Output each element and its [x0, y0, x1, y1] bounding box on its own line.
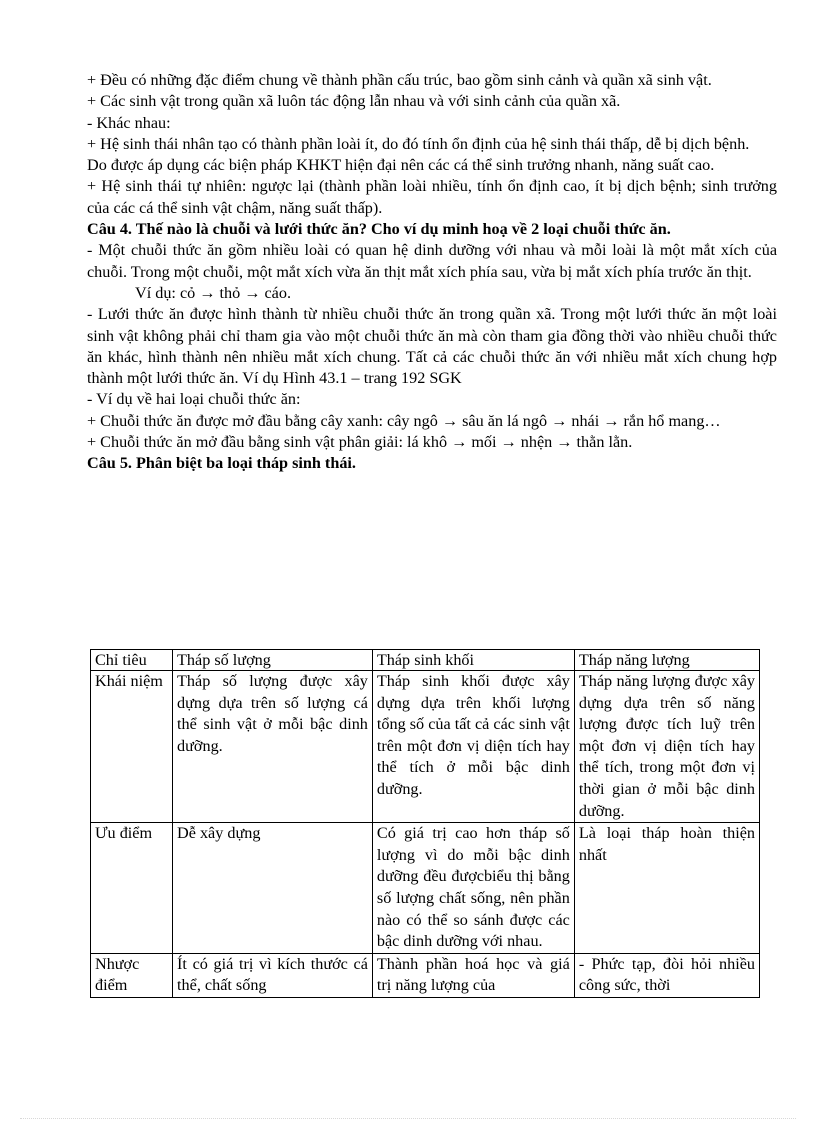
table-row: [91, 953, 760, 997]
paragraph-two-chain-types: - Ví dụ về hai loại chuỗi thức ăn:: [87, 390, 301, 409]
header-criterion: Chỉ tiêu: [91, 650, 173, 671]
table-header-row: [91, 650, 760, 671]
header-energy-pyramid: Tháp năng lượng: [574, 650, 759, 671]
biomass-pyramid-cell: Có giá trị cao hơn tháp số lượng vì do mỗi bậc dinh dưỡng đều đượcbiểu thị bằng số lượng chất sống, nên phần nào có thể so sánh được các bậc dinh dưỡng với nhau.: [372, 823, 574, 954]
paragraph-food-chain-definition: - Một chuỗi thức ăn gồm nhiều loài có quan hệ dinh dưỡng với nhau và mỗi loài là một mắt xích của chuỗi. Trong một chuỗi, một mắt xích vừa ăn thịt mắt xích phía sau, vừa bị mắt xích phía trước ăn thịt.: [87, 241, 777, 281]
header-number-pyramid: Tháp số lượng: [173, 650, 373, 671]
criterion-cell: Nhược điểm: [91, 953, 173, 997]
biomass-pyramid-cell: Tháp sinh khối được xây dựng dựa trên khối lượng tổng số của tất cả các sinh vật trên một đơn vị diện tích hay thể tích ở mỗi bậc dinh dưỡng.: [372, 671, 574, 823]
paragraph-food-chain-example: Ví dụ: cỏ → thỏ → cáo.: [135, 283, 292, 302]
criterion-cell: Ưu điểm: [91, 823, 173, 954]
page-bottom-divider: [20, 1118, 796, 1119]
paragraph-similarity-interaction: + Các sinh vật trong quần xã luôn tác động lẫn nhau và với sinh cảnh của quần xã.: [87, 92, 621, 111]
paragraph-khkt: Do được áp dụng các biện pháp KHKT hiện đại nên các cá thể sinh trưởng nhanh, năng suất cao.: [87, 156, 715, 175]
energy-pyramid-cell: - Phức tạp, đòi hỏi nhiều công sức, thời: [574, 953, 759, 997]
paragraph-food-web-definition: - Lưới thức ăn được hình thành từ nhiều chuỗi thức ăn trong quần xã. Trong một lưới thức ăn một loài sinh vật không phải chỉ tham gia vào một chuỗi thức ăn mà còn tham gia đồng thời vào nhiều chuỗi thức ăn khác, hình thành nên nhiều mắt xích chung. Tất cả các chuỗi thức ăn với nhiều mắt xích chung hợp thành một lưới thức ăn. Ví dụ Hình 43.1 – trang 192 SGK: [87, 305, 777, 388]
document-body: [87, 70, 777, 475]
paragraph-similarity-structure: + Đều có những đặc điểm chung về thành phần cấu trúc, bao gồm sinh cảnh và quần xã sinh vật.: [87, 71, 712, 89]
header-biomass-pyramid: Tháp sinh khối: [372, 650, 574, 671]
criterion-cell: Khái niệm: [91, 671, 173, 823]
number-pyramid-cell: Ít có giá trị vì kích thước cá thể, chất sống: [173, 953, 373, 997]
table-row: [91, 671, 760, 823]
biomass-pyramid-cell: Thành phần hoá học và giá trị năng lượng của: [372, 953, 574, 997]
paragraph-green-plant-chain: + Chuỗi thức ăn được mở đầu bằng cây xanh: cây ngô → sâu ăn lá ngô → nhái → rắn hổ mang…: [87, 411, 721, 430]
energy-pyramid-cell: Tháp năng lượng được xây dựng dựa trên số năng lượng được tích luỹ trên một đơn vị diện tích hay thể tích, trong một đơn vị thời gian ở mỗi bậc dinh dưỡng.: [574, 671, 759, 823]
paragraph-natural-ecosystem: + Hệ sinh thái tự nhiên: ngược lại (thành phần loài nhiều, tính ổn định cao, ít bị dịch bệnh; sinh trưởng của các cá thể sinh vật chậm, năng suất thấp).: [87, 177, 777, 217]
question-4-heading: Câu 4. Thế nào là chuỗi và lưới thức ăn? Cho ví dụ minh hoạ về 2 loại chuỗi thức ăn.: [87, 220, 671, 239]
question-5-heading: Câu 5. Phân biệt ba loại tháp sinh thái.: [87, 454, 356, 473]
table-row: [91, 823, 760, 954]
ecological-pyramid-table: [90, 649, 760, 998]
paragraph-artificial-ecosystem: + Hệ sinh thái nhân tạo có thành phần loài ít, do đó tính ổn định của hệ sinh thái thấp, dễ bị dịch bệnh.: [87, 134, 750, 153]
paragraph-decomposer-chain: + Chuỗi thức ăn mở đầu bằng sinh vật phân giải: lá khô → mối → nhện → thằn lằn.: [87, 433, 633, 452]
paragraph-differences-heading: - Khác nhau:: [87, 113, 171, 132]
energy-pyramid-cell: Là loại tháp hoàn thiện nhất: [574, 823, 759, 954]
number-pyramid-cell: Tháp số lượng được xây dựng dựa trên số lượng cá thể sinh vật ở mỗi bậc dinh dưỡng.: [173, 671, 373, 823]
number-pyramid-cell: Dễ xây dựng: [173, 823, 373, 954]
